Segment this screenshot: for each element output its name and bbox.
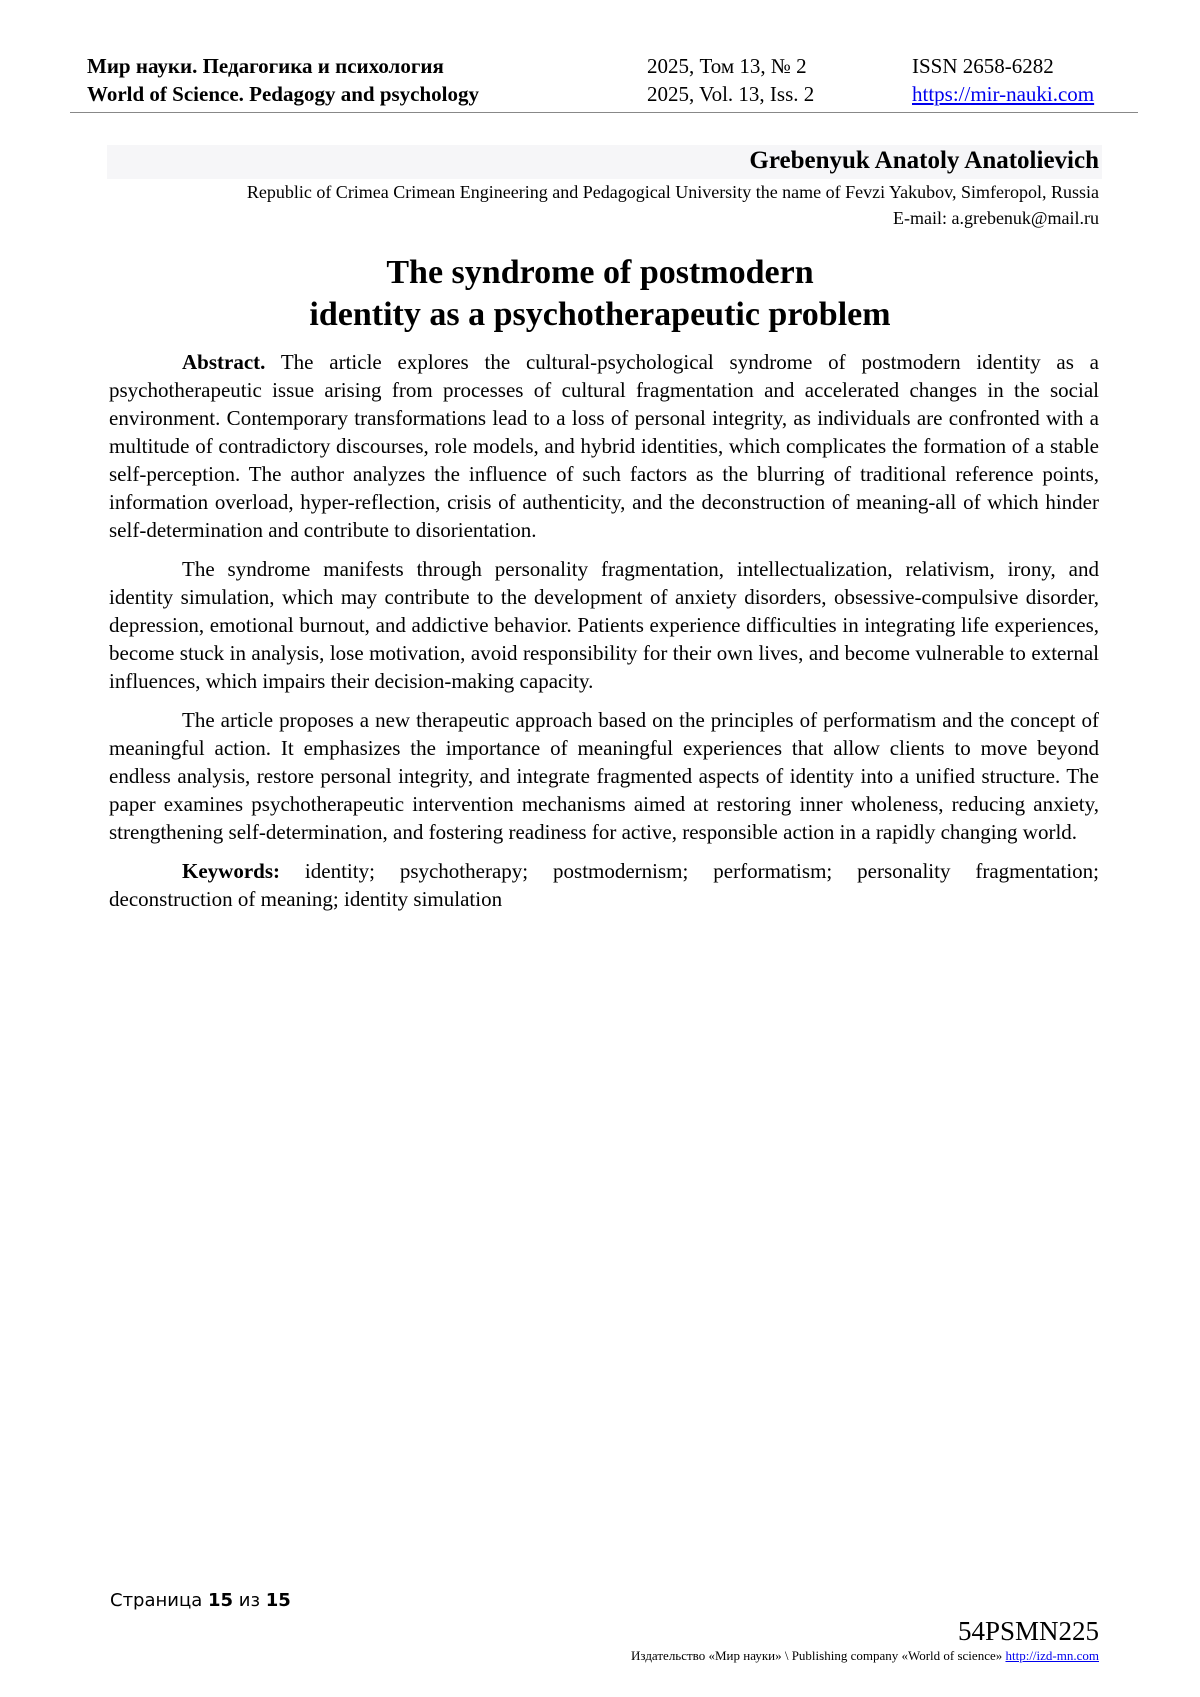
- abstract-text-1: The article explores the cultural-psychological syndrome of postmodern identity as a psychotherapeutic issue arising from processes of cultural fragmentation and accelerated changes in the social environment. Contemporary transformations lead to a loss of personal integrity, as individuals are confronted with a multitude of contradictory discourses, role models, and hybrid identities, which complicates the formation of a stable self-perception. The author analyzes the influence of such factors as the blurring of traditional reference points, information overload, hyper-reflection, crisis of authenticity, and the deconstruction of meaning-all of which hinder self-determination and contribute to disorientation.: [109, 350, 1099, 542]
- issn-info: [912, 52, 1094, 108]
- page-current: 15: [207, 1590, 234, 1611]
- title-line-1: The syndrome of postmodern: [386, 254, 814, 291]
- header-divider: [70, 112, 1138, 113]
- page-prefix: Страница: [110, 1590, 208, 1611]
- abstract: [109, 348, 1099, 924]
- author-affiliation: Republic of Crimea Crimean Engineering and Pedagogical University the name of Fevzi Yakubov, Simferopol, Russia: [246, 182, 1099, 202]
- journal-name-en: World of Science. Pedagogy and psychology: [87, 82, 480, 106]
- abstract-paragraph-3: The article proposes a new therapeutic approach based on the principles of performatism and the concept of meaningful action. It emphasizes the importance of meaningful experiences that allow clients to move beyond endless analysis, restore personal integrity, and integrate fragmented aspects of identity into a unified structure. The paper examines psychotherapeutic intervention mechanisms aimed at restoring inner wholeness, reducing anxiety, strengthening self-determination, and fostering readiness for active, responsible action in a rapidly changing world.: [109, 708, 1099, 844]
- page-sep: из: [233, 1590, 266, 1611]
- journal-url-link[interactable]: https://mir-nauki.com: [912, 82, 1095, 106]
- publisher-info: [631, 1648, 1099, 1664]
- page-number: [110, 1590, 291, 1611]
- issue-en: 2025, Vol. 13, Iss. 2: [647, 82, 815, 106]
- author-email: E-mail: a.grebenuk@mail.ru: [892, 208, 1099, 228]
- abstract-paragraph-1: [109, 348, 1099, 544]
- title-line-2: identity as a psychotherapeutic problem: [309, 296, 891, 333]
- author-info: [247, 179, 1099, 231]
- keywords-text: identity; psychotherapy; postmodernism; performatism; personality fragmentation; deconstruction of meaning; identity simulation: [109, 859, 1099, 911]
- publisher-name: Издательство «Мир науки» \ Publishing company «World of science»: [631, 1648, 1006, 1663]
- issn: ISSN 2658-6282: [912, 54, 1054, 78]
- issue-ru: 2025, Том 13, № 2: [647, 54, 807, 78]
- page-total: 15: [265, 1590, 291, 1611]
- issue-info: [647, 52, 814, 108]
- abstract-paragraph-2: The syndrome manifests through personality fragmentation, intellectualization, relativism, irony, and identity simulation, which may contribute to the development of anxiety disorders, obsessive-compulsive disorder, depression, emotional burnout, and addictive behavior. Patients experience difficulties in integrating life experiences, become stuck in analysis, lose motivation, avoid responsibility for their own lives, and become vulnerable to external influences, which impairs their decision-making capacity.: [109, 557, 1099, 693]
- publisher-url-link[interactable]: http://izd-mn.com: [1005, 1648, 1099, 1663]
- abstract-label: Abstract.: [182, 350, 266, 374]
- journal-name-ru: Мир науки. Педагогика и психология: [87, 54, 444, 78]
- author-name: Grebenyuk Anatoly Anatolievich: [749, 147, 1099, 174]
- journal-name: [87, 52, 479, 108]
- article-code: 54PSMN225: [957, 1616, 1099, 1646]
- keywords: [109, 857, 1099, 913]
- page-title: [0, 252, 1200, 336]
- keywords-label: Keywords:: [182, 859, 280, 883]
